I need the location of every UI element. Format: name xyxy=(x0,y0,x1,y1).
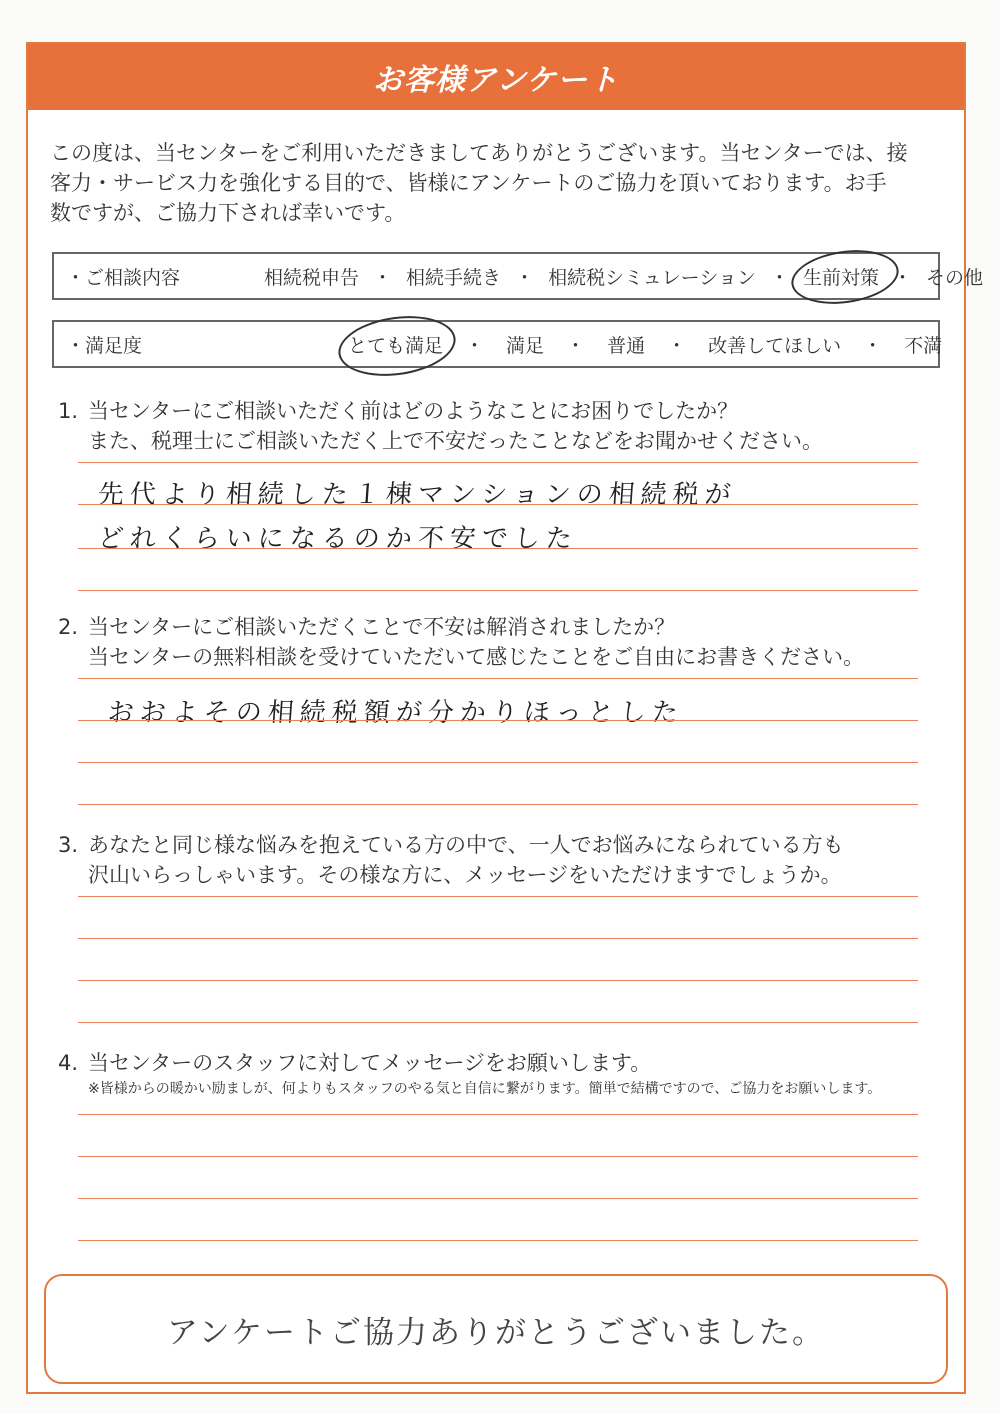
consult-option-other[interactable]: その他 xyxy=(925,266,983,289)
handwritten-answer: どれくらいになるのか不安でした xyxy=(96,524,579,554)
answer-line xyxy=(78,504,918,505)
question-text: 当センターにご相談いただく前はどのようなことにお困りでしたか？ xyxy=(88,399,739,423)
question-note: ※皆様からの暖かい励ましが、何よりもスタッフのやる気と自信に繋がります。簡単で結構ですので、ご協力をお願いします。 xyxy=(88,1081,882,1097)
selection-circle xyxy=(335,309,460,383)
question-text: 沢山いらっしゃいます。その様な方に、メッセージをいただけますでしょうか。 xyxy=(88,863,842,887)
answer-line xyxy=(78,980,918,981)
intro-line: この度は、当センターをご利用いただきましてありがとうございます。当センターでは、接 xyxy=(50,141,908,165)
consult-options: 相続税申告 ・ 相続手続き ・ 相続税シミュレーション ・ 生前対策 ・ その他 xyxy=(264,263,983,290)
answer-line xyxy=(78,1114,918,1115)
satisfaction-option-satisfied[interactable]: 満足 xyxy=(506,334,545,357)
question-2 xyxy=(58,612,938,672)
thank-you-box: アンケートご協力ありがとうございました。 xyxy=(44,1274,948,1384)
intro-line: 数ですが、ご協力下されば幸いです。 xyxy=(50,201,406,225)
question-number: 3. xyxy=(58,833,79,857)
answer-line xyxy=(78,590,918,591)
answer-line xyxy=(78,804,918,805)
question-text: また、税理士にご相談いただく上で不安だったことなどをお聞かせください。 xyxy=(88,429,823,453)
intro-text xyxy=(50,138,950,228)
satisfaction-option-very-satisfied[interactable]: とても満足 xyxy=(348,331,443,358)
answer-line xyxy=(78,1156,918,1157)
question-1 xyxy=(58,396,938,456)
question-number: 4. xyxy=(58,1051,79,1075)
consult-option-inheritance-procedure[interactable]: 相続手続き xyxy=(406,266,502,289)
answer-line xyxy=(78,720,918,721)
question-text: 当センターの無料相談を受けていただいて感じたことをご自由にお書きください。 xyxy=(88,645,865,669)
satisfaction-label: ・満足度 xyxy=(66,334,143,357)
selection-circle xyxy=(788,243,902,310)
answer-line xyxy=(78,1022,918,1023)
question-4 xyxy=(58,1048,938,1100)
answer-line xyxy=(78,678,918,679)
answer-line xyxy=(78,938,918,939)
question-number: 2. xyxy=(58,615,79,639)
handwritten-answer: 先代より相続した１棟マンションの相続税が xyxy=(96,480,738,510)
consult-content-label: ・ご相談内容 xyxy=(66,266,181,289)
question-text: 当センターのスタッフに対してメッセージをお願いします。 xyxy=(88,1051,652,1075)
handwritten-answer: おおよその相続税額が分かりほっとした xyxy=(106,698,685,728)
intro-line: 客力・サービス力を強化する目的で、皆様にアンケートのご協力を頂いております。お手 xyxy=(50,171,887,195)
survey-sheet xyxy=(26,42,983,1394)
satisfaction-options: とても満足 ・ 満足 ・ 普通 ・ 改善してほしい ・ 不満 xyxy=(348,331,942,358)
answer-line xyxy=(78,1198,918,1199)
satisfaction-option-neutral[interactable]: 普通 xyxy=(607,334,646,357)
survey-title: お客様アンケート xyxy=(28,44,964,110)
answer-line xyxy=(78,762,918,763)
question-text: 当センターにご相談いただくことで不安は解消されましたか？ xyxy=(88,615,676,639)
answer-line xyxy=(78,896,918,897)
satisfaction-box xyxy=(52,320,943,368)
consult-option-pre-death-planning[interactable]: 生前対策 xyxy=(803,263,879,290)
answer-line xyxy=(78,462,918,463)
consult-option-tax-simulation[interactable]: 相続税シミュレーション xyxy=(548,266,756,289)
consult-content-box xyxy=(52,252,983,300)
question-3 xyxy=(58,830,938,890)
answer-line xyxy=(78,548,918,549)
consult-option-inheritance-tax-filing[interactable]: 相続税申告 xyxy=(264,266,360,289)
question-number: 1. xyxy=(58,399,79,423)
question-text: あなたと同じ様な悩みを抱えている方の中で、一人でお悩みになられている方も xyxy=(88,833,844,857)
satisfaction-option-dissatisfied[interactable]: 不満 xyxy=(904,334,943,357)
answer-line xyxy=(78,1240,918,1241)
satisfaction-option-needs-improvement[interactable]: 改善してほしい xyxy=(708,334,842,357)
